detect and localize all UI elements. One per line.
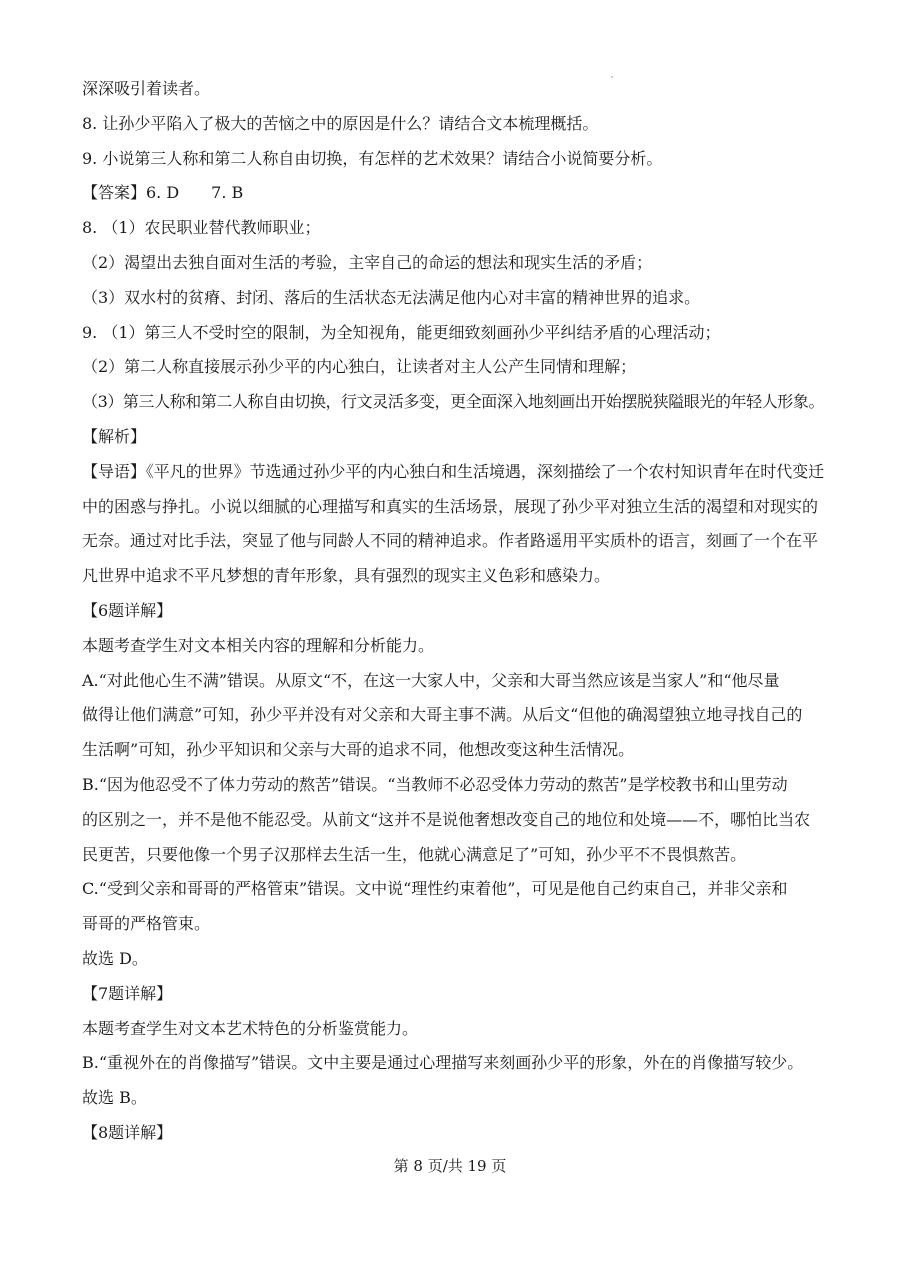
q7-detail-line: 本题考查学生对文本艺术特色的分析鉴赏能力。 <box>82 1018 419 1038</box>
intro-line: 凡世界中追求不平凡梦想的青年形象，具有强烈的现实主义色彩和感染力。 <box>82 566 611 586</box>
q7-option-b: B.“重视外在的肖像描写”错误。文中主要是通过心理描写来刻画孙少平的形象，外在的肖像描写较少。 <box>82 1053 804 1073</box>
q6-option-b: 的区别之一，并不是他不能忍受。从前文“这并不是说他奢想改变自己的地位和处境——不，哪怕比当农 <box>82 809 811 829</box>
q8-detail-heading: 【8题详解】 <box>82 1122 173 1142</box>
intro-line: 无奈。通过对比手法，突显了他与同龄人不同的精神追求。作者路遥用平实质朴的语言，刻画了一个在平 <box>82 531 819 551</box>
q6-option-b: B.“因为他忍受不了体力劳动的熬苦”错误。“当教师不必忍受体力劳动的熬苦”是学校教书和山里劳动 <box>82 774 788 794</box>
q6-option-a: A.“对此他心生不满”错误。从原文“不，在这一大家人中，父亲和大哥当然应该是当家人”和“他尽量 <box>82 670 780 690</box>
q6-detail-heading: 【6题详解】 <box>82 600 173 620</box>
answer-heading: 【答案】6. D 7. B <box>82 183 244 203</box>
answer-9-item-1: 9. （1）第三人不受时空的限制，为全知视角，能更细致刻画孙少平纠结矛盾的心理活动； <box>82 322 721 342</box>
question-8: 8. 让孙少平陷入了极大的苦恼之中的原因是什么？请结合文本梳理概括。 <box>82 113 599 133</box>
q7-detail-heading: 【7题详解】 <box>82 983 173 1003</box>
answer-8-item-3: （3）双水村的贫瘠、封闭、落后的生活状态无法满足他内心对丰富的精神世界的追求。 <box>82 287 701 307</box>
intro-line: 中的困惑与挣扎。小说以细腻的心理描写和真实的生活场景，展现了孙少平对独立生活的渴望和对现实的 <box>82 496 819 516</box>
question-9: 9. 小说第三人称和第二人称自由切换，有怎样的艺术效果？请结合小说简要分析。 <box>82 148 663 168</box>
intro-line: 【导语】《平凡的世界》节选通过孙少平的内心独白和生活境遇，深刻描绘了一个农村知识青年在时代变迁 <box>82 461 825 481</box>
q6-option-c: 哥哥的严格管束。 <box>82 914 211 934</box>
page-number: 第 8 页/共 19 页 <box>393 1157 507 1175</box>
answer-9-item-2: （2）第二人称直接展示孙少平的内心独白，让读者对主人公产生同情和理解； <box>82 357 637 377</box>
q7-conclusion: 故选 B。 <box>82 1088 147 1108</box>
answer-9-item-3: （3）第三人称和第二人称自由切换，行文灵活多变，更全面深入地刻画出开始摆脱狭隘眼光的年轻人形象。 <box>82 392 825 412</box>
q6-detail-line: 本题考查学生对文本相关内容的理解和分析能力。 <box>82 635 435 655</box>
q6-option-c: C.“受到父亲和哥哥的严格管束”错误。文中说“理性约束着他”，可见是他自己约束自己，并非父亲和 <box>82 879 788 899</box>
answer-8-item-2: （2）渴望出去独自面对生活的考验，主宰自己的命运的想法和现实生活的矛盾； <box>82 252 653 272</box>
document-body <box>82 72 825 1151</box>
q6-conclusion: 故选 D。 <box>82 948 148 968</box>
q6-option-a: 做得让他们满意”可知，孙少平并没有对父亲和大哥主事不满。从后文“但他的确渴望独立地寻找自己的 <box>82 705 803 725</box>
answer-8-item-1: 8. （1）农民职业替代教师职业； <box>82 218 321 238</box>
text-line: 深深吸引着读者。 <box>82 79 211 98</box>
q6-option-a: 生活啊”可知，孙少平知识和父亲与大哥的追求不同，他想改变这种生活情况。 <box>82 740 635 760</box>
analysis-heading: 【解析】 <box>82 426 147 446</box>
q6-option-b: 民更苦，只要他像一个男子汉那样去生活一生，他就心满意足了”可知，孙少平不不畏惧熬苦。 <box>82 844 747 864</box>
